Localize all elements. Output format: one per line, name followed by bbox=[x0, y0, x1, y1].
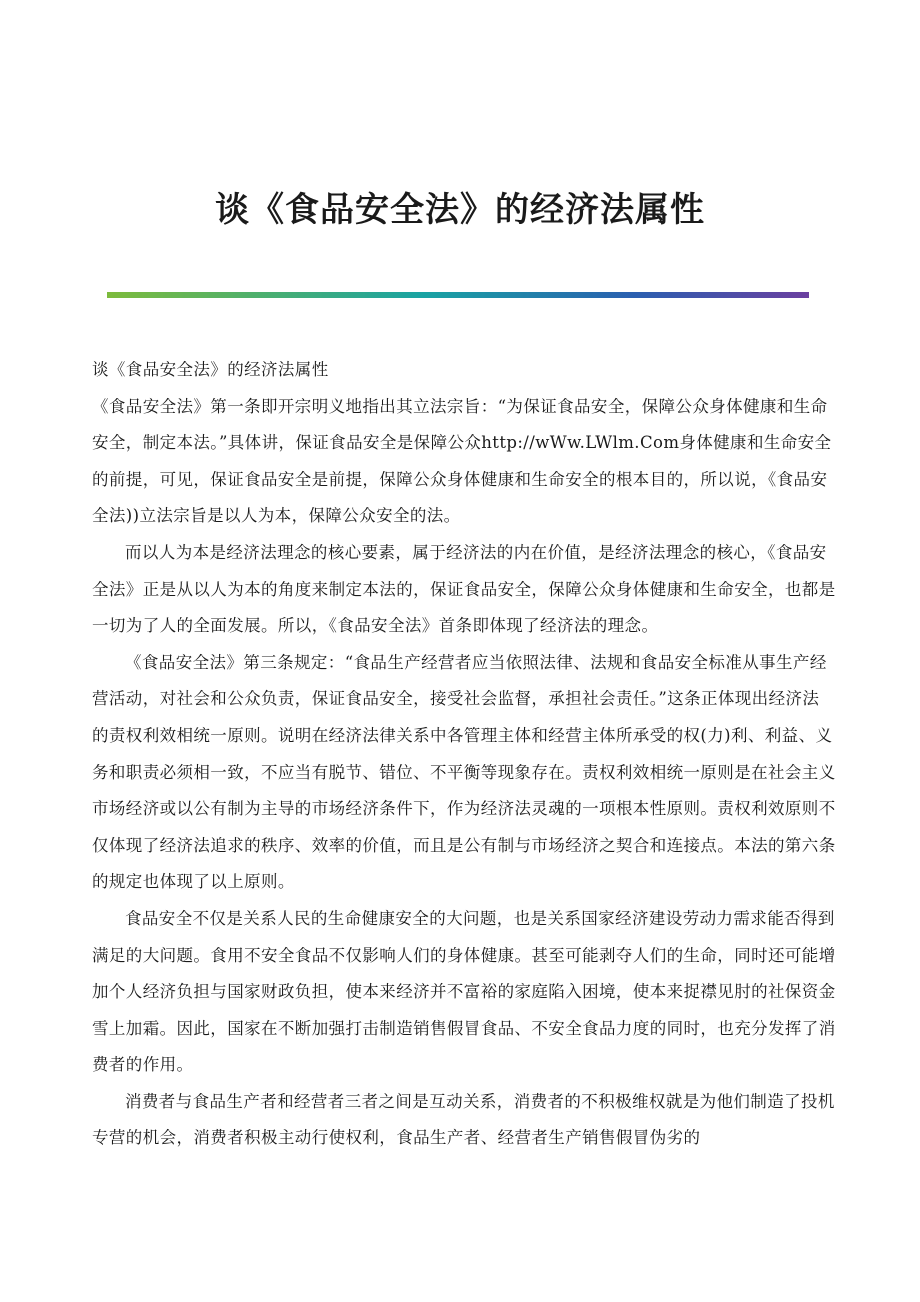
document-subtitle: 谈《食品安全法》的经济法属性 bbox=[92, 360, 329, 379]
paragraph-4: 食品安全不仅是关系人民的生命健康安全的大问题，也是关系国家经济建设劳动力需求能否得到满足的大问题。食用不安全食品不仅影响人们的身体健康。甚至可能剥夺人们的生命，同时还可能增加个人经济负担与国家财政负担，使本来经济并不富裕的家庭陷入困境，使本来捉襟见肘的社保资金雪上加霜。因此，国家在不断加强打击制造销售假冒食品、不安全食品力度的同时，也充分发挥了消费者的作用。 bbox=[92, 908, 836, 1075]
document-body bbox=[92, 352, 836, 1157]
page-title: 谈《食品安全法》的经济法属性 bbox=[215, 190, 705, 230]
paragraph-5: 消费者与食品生产者和经营者三者之间是互动关系，消费者的不积极维权就是为他们制造了投机专营的机会，消费者积极主动行使权利，食品生产者、经营者生产销售假冒伪劣的 bbox=[92, 1091, 835, 1148]
paragraph-3: 《食品安全法》第三条规定：“食品生产经营者应当依照法律、法规和食品安全标准从事生产经营活动，对社会和公众负责，保证食品安全，接受社会监督，承担社会责任。”这条正体现出经济法的责权利效相统一原则。说明在经济法律关系中各管理主体和经营主体所承受的权(力)利、利益、义务和职责必须相一致，不应当有脱节、错位、不平衡等现象存在。责权利效相统一原则是在社会主义市场经济或以公有制为主导的市场经济条件下，作为经济法灵魂的一项根本性原则。责权利效原则不仅体现了经济法追求的秩序、效率的价值，而且是公有制与市场经济之契合和连接点。本法的第六条的规定也体现了以上原则。 bbox=[92, 652, 836, 892]
paragraph-1: 《食品安全法》第一条即开宗明义地指出其立法宗旨：“为保证食品安全，保障公众身体健康和生命安全，制定本法。”具体讲，保证食品安全是保障公众http://wWw.LWlm.Com身体健康和生命安全的前提，可见，保证食品安全是前提，保障公众身体健康和生命安全的根本目的，所以说，《食品安全法))立法宗旨是以人为本，保障公众安全的法。 bbox=[92, 396, 832, 526]
title-divider bbox=[107, 292, 809, 298]
paragraph-2: 而以人为本是经济法理念的核心要素，属于经济法的内在价值，是经济法理念的核心，《食品安全法》正是从以人为本的角度来制定本法的，保证食品安全，保障公众身体健康和生命安全，也都是一切为了人的全面发展。所以，《食品安全法》首条即体现了经济法的理念。 bbox=[92, 542, 836, 636]
